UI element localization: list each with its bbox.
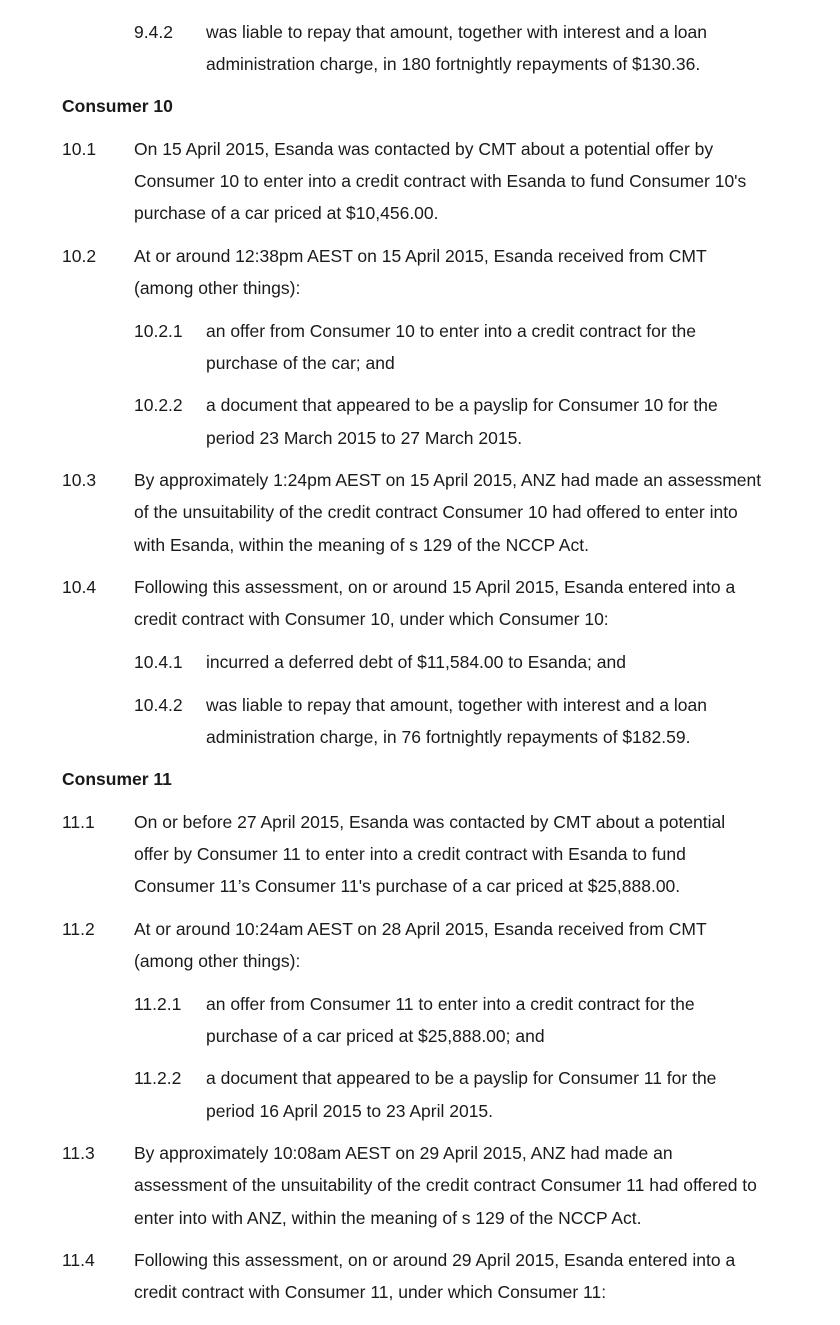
clause-text-line: an offer from Consumer 11 to enter into a credit contract for the: [206, 994, 695, 1014]
clause-text-line: credit contract with Consumer 10, under which Consumer 10:: [134, 609, 609, 629]
clause-number: 10.2.1: [134, 321, 183, 341]
clause-text-line: administration charge, in 180 fortnightly repayments of $130.36.: [206, 54, 701, 74]
section-heading: Consumer 10: [62, 96, 173, 116]
clause-number: 10.1: [62, 139, 97, 159]
clause-number: 10.4: [62, 577, 97, 597]
clause-text-line: Consumer 10 to enter into a credit contract with Esanda to fund Consumer 10's: [134, 171, 747, 191]
clause-number: 11.3: [62, 1143, 95, 1163]
clause-text-line: By approximately 1:24pm AEST on 15 April 2015, ANZ had made an assessment: [134, 470, 762, 490]
clause-text-line: By approximately 10:08am AEST on 29 April 2015, ANZ had made an: [134, 1143, 673, 1163]
clause-text-line: a document that appeared to be a payslip for Consumer 10 for the: [206, 395, 718, 415]
clause-number: 11.2.1: [134, 994, 182, 1014]
clause-text-line: with Esanda, within the meaning of s 129 of the NCCP Act.: [134, 535, 589, 555]
clause-text-line: purchase of the car; and: [206, 353, 395, 373]
clause-text-line: Following this assessment, on or around 15 April 2015, Esanda entered into a: [134, 577, 736, 597]
clause-number: 10.2.2: [134, 395, 183, 415]
clause-number: 11.4: [62, 1250, 95, 1270]
clause-text-line: was liable to repay that amount, together with interest and a loan: [206, 22, 707, 42]
clause-text-line: offer by Consumer 11 to enter into a credit contract with Esanda to fund: [134, 844, 686, 864]
clause-number: 10.4.2: [134, 695, 183, 715]
clause-text-line: At or around 10:24am AEST on 28 April 2015, Esanda received from CMT: [134, 919, 707, 939]
clause-text-line: (among other things):: [134, 951, 301, 971]
clause-text-line: purchase of a car priced at $10,456.00.: [134, 203, 439, 223]
clause-text-line: At or around 12:38pm AEST on 15 April 2015, Esanda received from CMT: [134, 246, 707, 266]
clause-text-line: Following this assessment, on or around 29 April 2015, Esanda entered into a: [134, 1250, 736, 1270]
clause-text-line: an offer from Consumer 10 to enter into a credit contract for the: [206, 321, 696, 341]
clause-text-line: Consumer 11’s Consumer 11's purchase of a car priced at $25,888.00.: [134, 876, 681, 896]
clause-number: 10.2: [62, 246, 97, 266]
clause-text-line: purchase of a car priced at $25,888.00; and: [206, 1026, 545, 1046]
clause-text-line: administration charge, in 76 fortnightly repayments of $182.59.: [206, 727, 691, 747]
clause-text-line: On or before 27 April 2015, Esanda was contacted by CMT about a potential: [134, 812, 726, 832]
clause-number: 10.4.1: [134, 652, 183, 672]
clause-text-line: period 23 March 2015 to 27 March 2015.: [206, 428, 523, 448]
section-heading: Consumer 11: [62, 769, 172, 789]
clause-text-line: enter into with ANZ, within the meaning of s 129 of the NCCP Act.: [134, 1208, 642, 1228]
clause-number: 11.1: [62, 812, 95, 832]
clause-number: 11.2: [62, 919, 95, 939]
clause-text-line: was liable to repay that amount, together with interest and a loan: [206, 695, 707, 715]
clause-text-line: credit contract with Consumer 11, under which Consumer 11:: [134, 1282, 607, 1302]
clause-number: 10.3: [62, 470, 97, 490]
clause-number: 11.2.2: [134, 1068, 182, 1088]
clause-text-line: incurred a deferred debt of $11,584.00 to Esanda; and: [206, 652, 626, 672]
clause-text-line: (among other things):: [134, 278, 301, 298]
clause-text-line: assessment of the unsuitability of the credit contract Consumer 11 had offered to: [134, 1175, 757, 1195]
clause-text-line: a document that appeared to be a payslip for Consumer 11 for the: [206, 1068, 717, 1088]
clause-text-line: On 15 April 2015, Esanda was contacted by CMT about a potential offer by: [134, 139, 714, 159]
clause-text-line: period 16 April 2015 to 23 April 2015.: [206, 1101, 494, 1121]
clause-number: 9.4.2: [134, 22, 173, 42]
clause-text-line: of the unsuitability of the credit contract Consumer 10 had offered to enter into: [134, 502, 738, 522]
